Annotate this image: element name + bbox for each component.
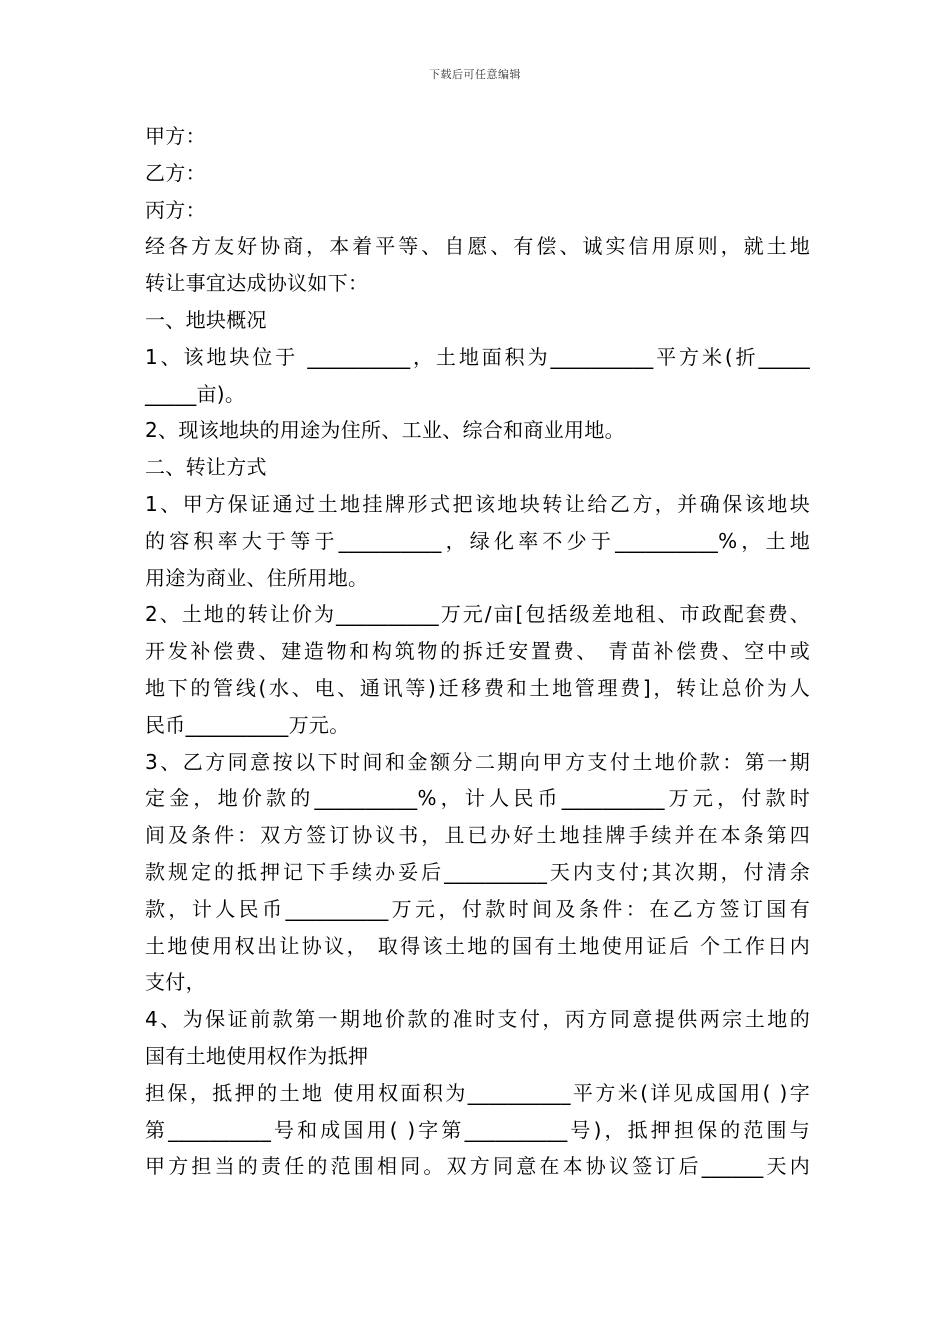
section-heading: 二、转让方式 — [145, 455, 267, 480]
party-a-line: 甲方： — [145, 124, 206, 148]
party-b-line: 乙方： — [145, 160, 206, 185]
paragraph-line: 用途为商业、住所用地。 — [145, 565, 369, 590]
paragraph-line: 第__________号和成国用( )字第__________号)，抵押担保的范围与 — [145, 1117, 810, 1142]
paragraph-line: 的容积率大于等于__________，绿化率不少于__________%，土地 — [145, 528, 810, 553]
paragraph-line: 4、为保证前款第一期地价款的准时支付，丙方同意提供两宗土地的 — [145, 1007, 810, 1032]
paragraph-line: 地下的管线(水、电、通讯等)迁移费和土地管理费]，转让总价为人 — [145, 675, 810, 700]
paragraph-line: 担保，抵押的土地 使用权面积为__________平方米(详见成国用( )字 — [145, 1080, 810, 1105]
paragraph-line: 土地使用权出让协议， 取得该土地的国有土地使用证后 个工作日内 — [145, 933, 810, 958]
paragraph-line: 民币__________万元。 — [145, 712, 350, 737]
paragraph-line: 国有土地使用权作为抵押 — [145, 1043, 369, 1068]
paragraph-line: 款规定的抵押记下手续办妥后__________天内支付;其次期，付清余 — [145, 859, 810, 884]
party-c-line: 丙方： — [145, 197, 206, 222]
paragraph-line: 转让事宜达成协议如下： — [145, 271, 369, 296]
section-heading: 一、地块概况 — [145, 307, 267, 332]
paragraph-line: 开发补偿费、建造物和构筑物的拆迁安置费、 青苗补偿费、空中或 — [145, 639, 810, 664]
paragraph-line: 甲方担当的责任的范围相同。双方同意在本协议签订后______天内 — [145, 1154, 810, 1179]
paragraph-line: 款，计人民币__________万元，付款时间及条件：在乙方签订国有 — [145, 896, 810, 921]
paragraph-line: 1、该地块位于 __________，土地面积为__________平方米(折_____ — [145, 344, 810, 369]
paragraph-line: _____亩)。 — [145, 381, 246, 406]
paragraph-line: 间及条件：双方签订协议书，且已办好土地挂牌手续并在本条第四 — [145, 823, 810, 848]
paragraph-line: 1、甲方保证通过土地挂牌形式把该地块转让给乙方，并确保该地块 — [145, 491, 810, 516]
paragraph-line: 2、现该地块的用途为住所、工业、综合和商业用地。 — [145, 418, 625, 443]
document-body — [145, 118, 845, 1185]
header-note: 下载后可任意编辑 — [429, 68, 521, 81]
paragraph-line: 定金，地价款的__________%，计人民币__________万元，付款时 — [145, 786, 810, 811]
paragraph-line: 支付， — [145, 970, 206, 995]
paragraph-line: 2、土地的转让价为__________万元/亩[包括级差地租、市政配套费、 — [145, 602, 810, 627]
paragraph-line: 经各方友好协商，本着平等、自愿、有偿、诚实信用原则，就土地 — [145, 234, 810, 259]
paragraph-line: 3、乙方同意按以下时间和金额分二期向甲方支付土地价款：第一期 — [145, 749, 810, 774]
